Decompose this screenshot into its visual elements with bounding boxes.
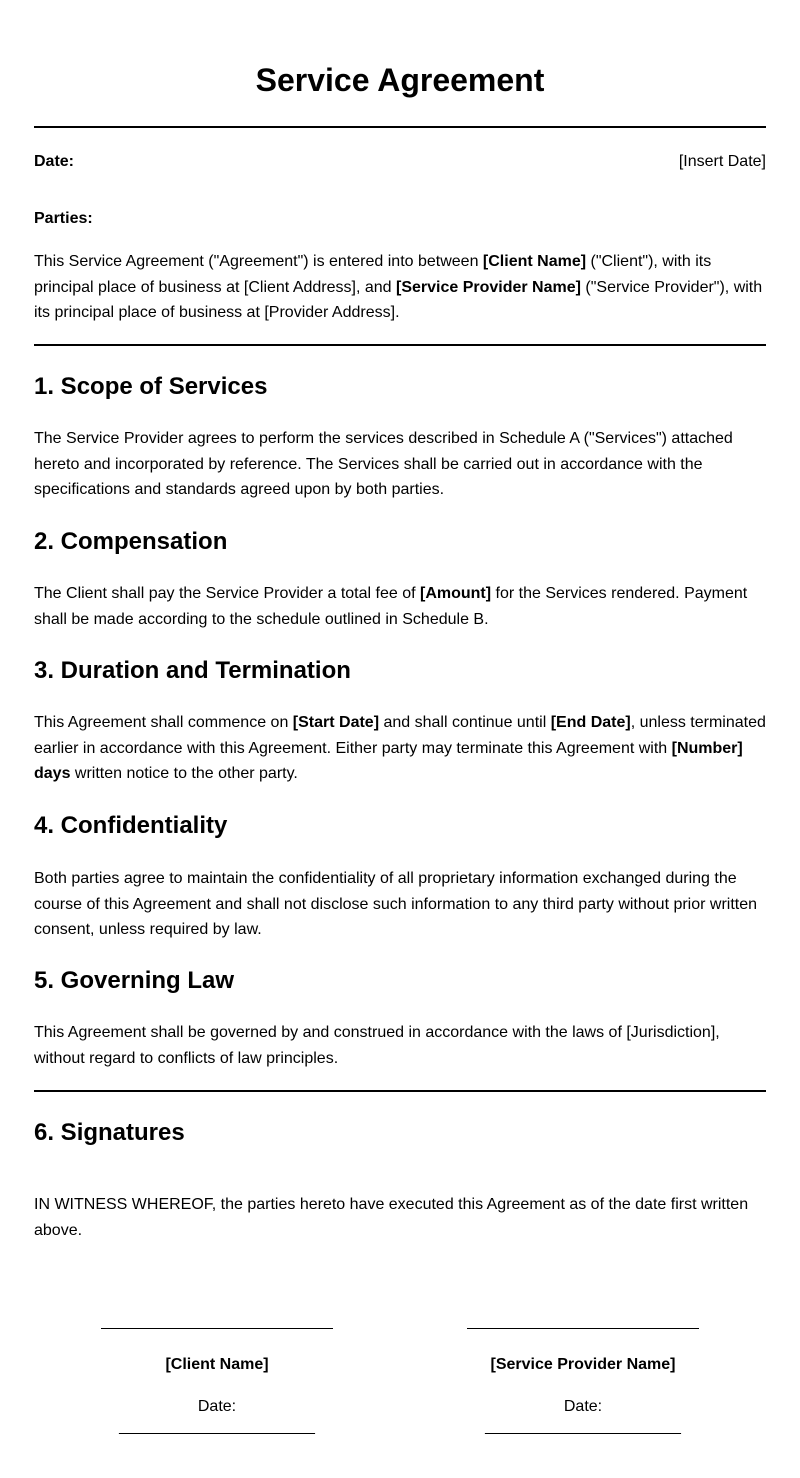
date-row	[34, 152, 766, 172]
duration-text: written notice to the other party.	[70, 765, 298, 782]
date-value: [Insert Date]	[678, 153, 766, 170]
signature-line	[101, 1328, 333, 1329]
section-heading-duration: 3. Duration and Termination	[34, 657, 351, 684]
section-text-duration	[34, 710, 766, 787]
amount-placeholder: [Amount]	[419, 585, 492, 602]
divider	[34, 1090, 766, 1092]
signature-line	[467, 1328, 699, 1329]
signature-block-provider	[467, 1328, 699, 1437]
duration-text: and shall continue until	[379, 714, 551, 731]
parties-paragraph	[34, 249, 766, 326]
parties-text: This Service Agreement ("Agreement") is entered into between	[34, 253, 483, 270]
section-text-compensation	[34, 581, 766, 632]
divider	[34, 126, 766, 128]
section-text-confidentiality: Both parties agree to maintain the confidentiality of all proprietary information exchanged during the course of this Agreement and shall not disclose such information to any third party without prior written consent, unless required by law.	[34, 870, 758, 938]
divider	[34, 344, 766, 346]
signature-block-client	[101, 1328, 333, 1437]
parties-text: ("Service Provider"), with its principal place of business at [Provider Address].	[34, 278, 763, 321]
number-days-placeholder: [Number] days	[34, 739, 743, 782]
section-heading-signatures: 6. Signatures	[34, 1119, 185, 1146]
client-name-placeholder: [Client Name]	[482, 253, 587, 270]
section-text-law: This Agreement shall be governed by and construed in accordance with the laws of [Jurisdiction], without regard to conflicts of law principles.	[34, 1024, 720, 1067]
provider-name-placeholder: [Service Provider Name]	[395, 278, 581, 296]
parties-text: ("Client"), with its principal place of business at [Client Address], and	[34, 253, 712, 296]
parties-label: Parties:	[34, 210, 93, 227]
section-heading-scope: 1. Scope of Services	[34, 373, 268, 400]
document-title: Service Agreement	[255, 62, 545, 98]
compensation-text: The Client shall pay the Service Provider a total fee of	[34, 585, 420, 602]
section-heading-law: 5. Governing Law	[34, 967, 235, 994]
duration-text: This Agreement shall commence on	[34, 714, 293, 731]
section-text-signatures: IN WITNESS WHEREOF, the parties hereto have executed this Agreement as of the date first written above.	[34, 1196, 749, 1239]
end-date-placeholder: [End Date]	[550, 714, 631, 731]
signature-name: [Service Provider Name]	[490, 1356, 676, 1373]
start-date-placeholder: [Start Date]	[292, 714, 380, 731]
duration-text: , unless terminated earlier in accordance with this Agreement. Either party may terminate this Agreement with	[34, 714, 766, 757]
signature-date: Date: ______________________	[485, 1398, 681, 1435]
signature-date: Date: ______________________	[119, 1398, 315, 1435]
compensation-text: for the Services rendered. Payment shall be made according to the schedule outlined in Schedule B.	[34, 585, 748, 628]
date-label: Date:	[34, 153, 75, 170]
section-text-scope: The Service Provider agrees to perform the services described in Schedule A ("Services") attached hereto and incorporated by reference. The Services shall be carried out in accordance with the specifications and standards agreed upon by both parties.	[34, 430, 733, 498]
signature-name: [Client Name]	[165, 1356, 269, 1373]
section-heading-confidentiality: 4. Confidentiality	[34, 812, 228, 839]
section-heading-compensation: 2. Compensation	[34, 528, 228, 555]
